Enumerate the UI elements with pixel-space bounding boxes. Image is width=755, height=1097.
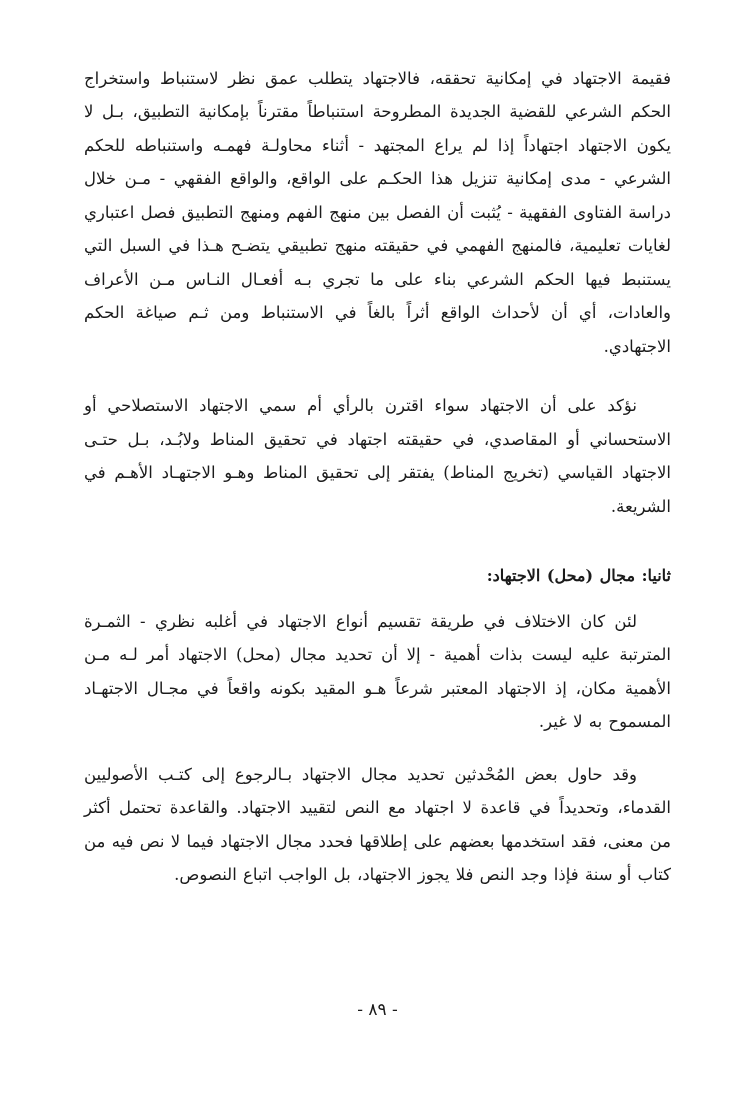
page-number: - ٨٩ - bbox=[357, 1000, 398, 1020]
paragraph-3: لئن كان الاختلاف في طريقة تقسيم أنواع الاجتهاد في أغلبه نظري - الثمـرة المترتبة عليه ليست بذات أهمية - إلا أن تحديد مجال (محل) الاجتهاد أمر لـه مـن الأهمية مكان، إذ الاجتهاد المعتبر شرعاً هـو المقيد بكونه واقعاً في مجـال الاجتهـاد المسموح به لا غير. bbox=[84, 611, 671, 732]
paragraph-1: فقيمة الاجتهاد في إمكانية تحققه، فالاجتهاد يتطلب عمق نظر لاستنباط واستخراج الحكم الشرعي للقضية الجديدة المطروحة استنباطاً مقترناً بإمكانية التطبيق، بـل لا يكون الاجتهاد اجتهاداً إذا لم يراع المجتهد - أثناء محاولـة فهمـه واستنباطه للحكم الشرعي - مدى إمكانية تنزيل هذا الحكـم على الواقع، والواقع الفقهي - مـن خلال دراسة الفتاوى الفقهية - يُثبت أن الفصل بين منهج الفهم ومنهج التطبيق فصل اعتباري لغايات تعليمية، فالمنهج الفهمي في حقيقته منهج تطبيقي يتضـح هـذا في السبل التي يستنبط فيها الحكم الشرعي بناء على ما تجري بـه أفعـال النـاس مـن الأعراف والعادات، أي أن لأحداث الواقع أثراً بالغاً في الاستنباط ومن ثـم صياغة الحكم الاجتهادي. bbox=[84, 69, 671, 356]
paragraph-2: نؤكد على أن الاجتهاد سواء اقترن بالرأي أم سمي الاجتهاد الاستصلاحي أو الاستحساني أو المقاصدي، في حقيقته اجتهاد في تحقيق المناط ولابُـد، بـل حتـى الاجتهاد القياسي (تخريج المناط) يفتقر إلى تحقيق المناط وهـو الاجتهـاد الأهـم في الشريعة. bbox=[84, 396, 671, 516]
section-heading: ثانيا: مجال (محل) الاجتهاد: bbox=[486, 566, 671, 586]
page-body bbox=[84, 62, 671, 892]
paragraph-4: وقد حاول بعض المُحْدثين تحديد مجال الاجتهاد بـالرجوع إلى كتـب الأصوليين القدماء، وتحديداً في قاعدة لا اجتهاد مع النص لتقييد الاجتهاد. والقاعدة تحتمل أكثر من معنى، فقد استخدمها بعضهم على إطلاقها فحدد مجال الاجتهاد فيما لا نص فيه من كتاب أو سنة فإذا وجد النص فلا يجوز الاجتهاد، بل الواجب اتباع النصوص. bbox=[84, 764, 671, 885]
